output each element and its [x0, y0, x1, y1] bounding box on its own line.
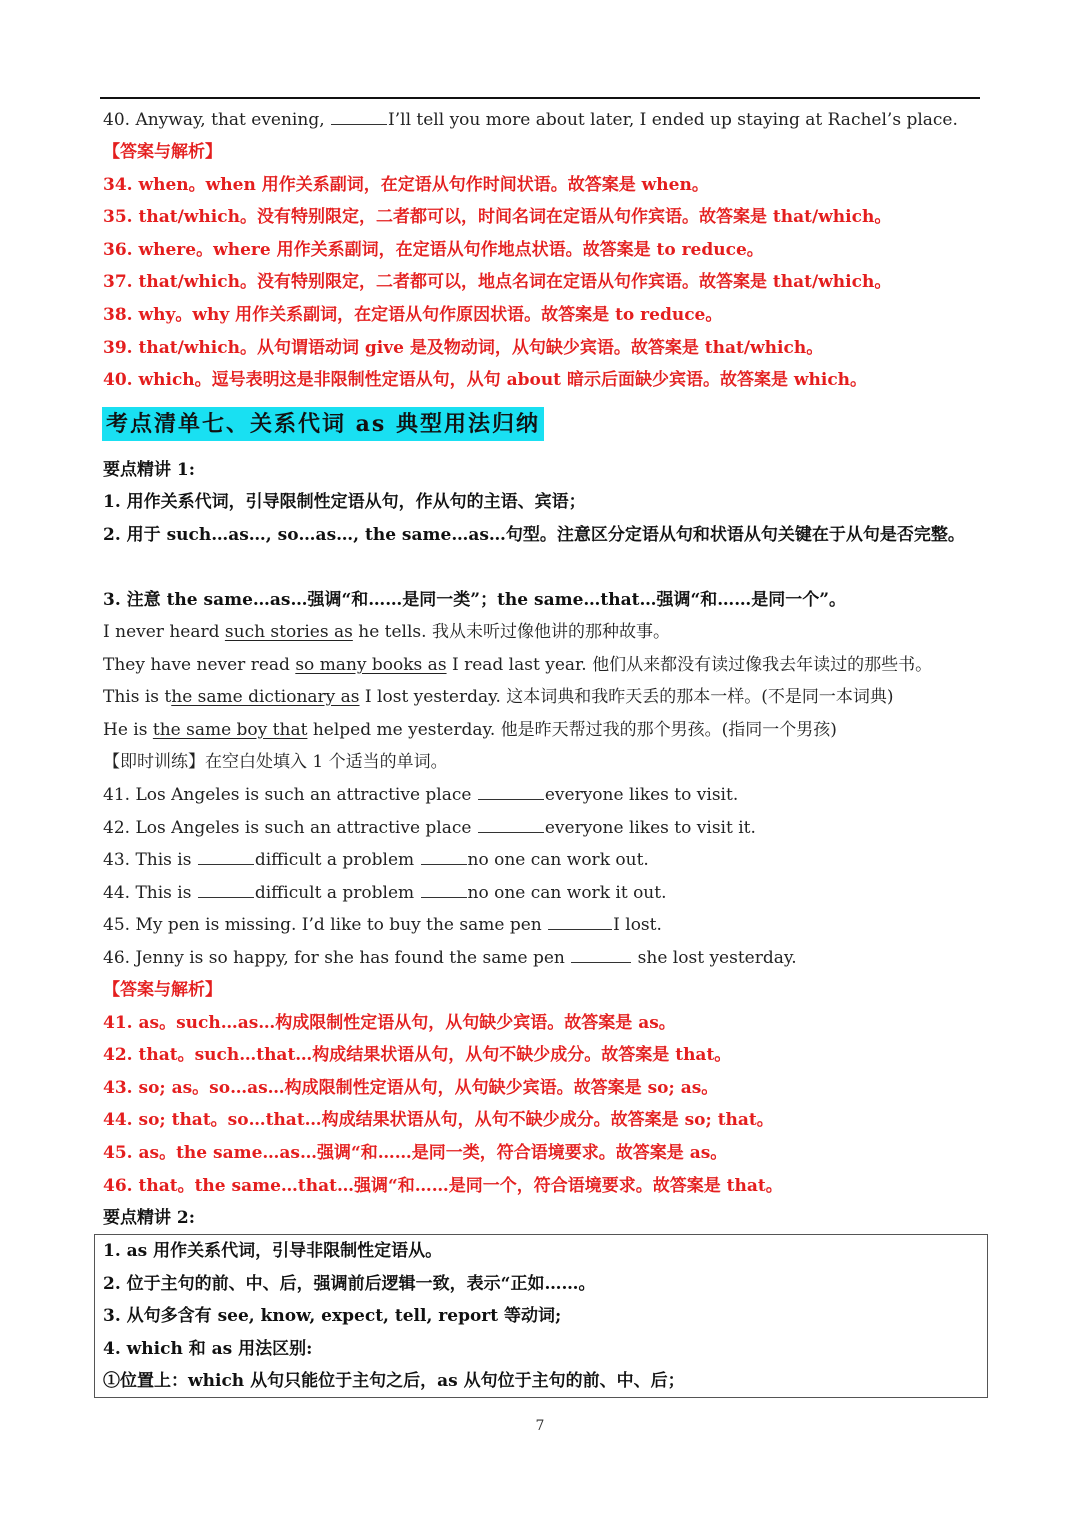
example-sentence: They have never read so many books as I read last year. 他们从来都没有读过像我去年读过的那些书。 — [103, 655, 933, 675]
answer-header: 【答案与解析】 — [103, 142, 222, 162]
key-point-2-3: 3. 从句多含有 see, know, expect, tell, report 等动词; — [103, 1306, 562, 1326]
answer-43: 43. so; as。so…as…构成限制性定语从句，从句缺少宾语。故答案是 so; as。 — [103, 1078, 719, 1098]
answer-blank[interactable] — [548, 913, 612, 930]
answer-37: 37. that/which。没有特别限定，二者都可以，地点名词在定语从句作宾语。故答案是 that/which。 — [103, 272, 892, 292]
answer-blank[interactable] — [198, 881, 254, 898]
practice-header: 【即时训练】在空白处填入 1 个适当的单词。 — [103, 752, 448, 772]
key-point-1-3: 3. 注意 the same…as…强调“和……是同一类”；the same…that…强调“和……是同一个”。 — [103, 590, 847, 610]
answer-blank[interactable] — [421, 848, 467, 865]
example-sentence: He is the same boy that helped me yesterday. 他是昨天帮过我的那个男孩。(指同一个男孩) — [103, 720, 837, 740]
key-points-2-label: 要点精讲 2: — [103, 1208, 196, 1228]
question-42: 42. Los Angeles is such an attractive place everyone likes to visit it. — [103, 818, 756, 838]
answer-41: 41. as。such…as…构成限制性定语从句，从句缺少宾语。故答案是 as。 — [103, 1013, 676, 1033]
key-points-1-label: 要点精讲 1: — [103, 460, 196, 480]
answer-39: 39. that/which。从句谓语动词 give 是及物动词，从句缺少宾语。故答案是 that/which。 — [103, 338, 824, 358]
answer-blank[interactable] — [478, 816, 544, 833]
answer-38: 38. why。why 用作关系副词，在定语从句作原因状语。故答案是 to reduce。 — [103, 305, 723, 325]
section-title: 考点清单七、关系代词 as 典型用法归纳 — [102, 407, 544, 441]
key-point-1-1: 1. 用作关系代词，引导限制性定语从句，作从句的主语、宾语； — [103, 492, 586, 512]
top-rule — [100, 97, 980, 99]
answer-40: 40. which。逗号表明这是非限制性定语从句，从句 about 暗示后面缺少宾语。故答案是 which。 — [103, 370, 868, 390]
question-44: 44. This is difficult a problem no one can work it out. — [103, 883, 667, 903]
answer-blank[interactable] — [421, 881, 467, 898]
answer-36: 36. where。where 用作关系副词，在定语从句作地点状语。故答案是 to reduce。 — [103, 240, 764, 260]
answer-46: 46. that。the same…that…强调“和……是同一个，符合语境要求。故答案是 that。 — [103, 1176, 783, 1196]
example-sentence: This is the same dictionary as I lost yesterday. 这本词典和我昨天丢的那本一样。(不是同一本词典) — [103, 687, 894, 707]
question-46: 46. Jenny is so happy, for she has found the same pen she lost yesterday. — [103, 948, 797, 968]
page-number: 7 — [535, 1418, 545, 1434]
answer-44: 44. so; that。so…that…构成结果状语从句，从句不缺少成分。故答案是 so; that。 — [103, 1110, 774, 1130]
key-point-2-1: 1. as 用作关系代词，引导非限制性定语从。 — [103, 1241, 443, 1261]
key-point-2-2: 2. 位于主句的前、中、后，强调前后逻辑一致，表示“正如……。 — [103, 1274, 596, 1294]
answer-45: 45. as。the same…as…强调“和……是同一类，符合语境要求。故答案是 as。 — [103, 1143, 728, 1163]
answer-blank[interactable] — [571, 946, 631, 963]
key-point-2-4: 4. which 和 as 用法区别: — [103, 1339, 313, 1359]
answer-header: 【答案与解析】 — [103, 980, 222, 1000]
key-point-2-5: ①位置上：which 从句只能位于主句之后，as 从句位于主句的前、中、后； — [103, 1371, 685, 1391]
answer-blank[interactable] — [198, 848, 254, 865]
answer-35: 35. that/which。没有特别限定，二者都可以，时间名词在定语从句作宾语。故答案是 that/which。 — [103, 207, 892, 227]
question-43: 43. This is difficult a problem no one can work out. — [103, 850, 649, 870]
answer-34: 34. when。when 用作关系副词，在定语从句作时间状语。故答案是 when。 — [103, 175, 709, 195]
question-45: 45. My pen is missing. I’d like to buy the same pen I lost. — [103, 915, 662, 935]
key-point-1-2: 2. 用于 such…as…, so…as…, the same…as…句型。注意区分定语从句和状语从句关键在于从句是否完整。 — [103, 525, 965, 545]
answer-blank[interactable] — [331, 108, 387, 125]
answer-blank[interactable] — [478, 783, 544, 800]
question-40: 40. Anyway, that evening, I’ll tell you more about later, I ended up staying at Rachel’s place. — [103, 110, 958, 130]
answer-42: 42. that。such…that…构成结果状语从句，从句不缺少成分。故答案是 that。 — [103, 1045, 732, 1065]
question-41: 41. Los Angeles is such an attractive place everyone likes to visit. — [103, 785, 739, 805]
example-sentence: I never heard such stories as he tells. 我从未听过像他讲的那种故事。 — [103, 622, 670, 642]
